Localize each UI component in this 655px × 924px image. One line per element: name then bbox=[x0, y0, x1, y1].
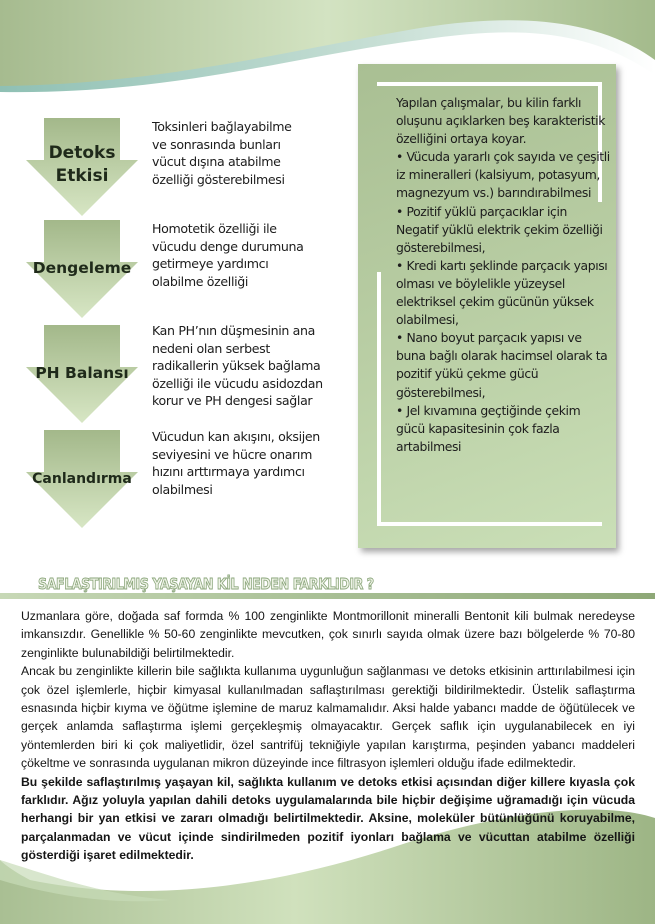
desc-line: nedeni olan serbest bbox=[152, 340, 270, 356]
body-paragraph: Ancak bu zenginlikte killerin bile sağlıkta kullanıma uygunluğun sağlanması ve detoks etkisinin arttırılabilmesi için çok özel işlemlerle, hiçbir kimyasal kullanılmadan saflaştırılması gerektiği bildirilmektedir. Üstelik saflaştırma esnasında hiçbir kıyma ve öğütme işlemine de maruz kalmamalıdır. Aksi halde yabancı madde de öğütülecek ve gerçek anlamda saflaştırma işlemi gerçekleşmiş olmayacaktır. Gerçek saflık için uygulanabilecek en iyi yöntemlerden biri ki çok maliyetlidir, özel santrifüj tekniğiyle yapılan karıştırma, peşinden yabancı maddeleri çökeltme ve sonrasında uygulanan mikron düzeyinde ince filtrasyon işlemleri olduğu ifade edilmektedir. bbox=[21, 664, 635, 771]
panel-text bbox=[396, 94, 611, 456]
desc-line: vücudu denge durumuna bbox=[152, 238, 304, 254]
desc-line: Toksinleri bağlayabilme bbox=[152, 119, 292, 134]
benefit-description bbox=[152, 118, 352, 188]
benefit-label-line: Etkisi bbox=[55, 166, 109, 186]
desc-line: Vücudun kan akışını, oksijen bbox=[152, 429, 320, 444]
benefit-label bbox=[26, 142, 138, 188]
panel-bullet: • Vücuda yararlı çok sayıda ve çeşitli iz mineralleri (kalsiyum, potasyum, magnezyum vs.) barındırabilmesi bbox=[396, 149, 610, 201]
panel-intro: Yapılan çalışmalar, bu kilin farklı oluşunu açıklarken beş karakteristik özelliğini ortaya koyar. bbox=[396, 95, 605, 147]
desc-line: seviyesini ve hücre onarım bbox=[152, 446, 312, 462]
benefit-arrow-canlandirma bbox=[26, 430, 138, 528]
benefit-description bbox=[152, 428, 352, 498]
panel-bullet: • Pozitif yüklü parçacıklar için Negatif yüklü elektrik çekim özelliği gösterebilmesi, bbox=[396, 203, 603, 255]
section-body bbox=[21, 607, 635, 865]
frame-line bbox=[377, 82, 602, 86]
benefit-label: Canlandırma bbox=[32, 471, 132, 487]
section-title: SAFLAŞTIRILMIŞ YAŞAYAN KİL NEDEN FARKLIDIR ? bbox=[38, 575, 374, 593]
benefit-label: Dengeleme bbox=[32, 259, 132, 277]
desc-line: hızını arttırmaya yardımcı bbox=[152, 464, 305, 479]
panel-bullet: • Nano boyut parçacık yapısı ve buna bağlı olarak hacimsel olarak ta pozitif yükü çekme gücü gösterebilmesi, bbox=[396, 330, 608, 400]
frame-line bbox=[377, 272, 381, 526]
desc-line: olabilme özelliği bbox=[152, 273, 249, 289]
desc-line: korur ve PH dengesi sağlar bbox=[152, 393, 313, 408]
section-title-rule bbox=[0, 593, 655, 599]
benefit-description bbox=[152, 220, 352, 290]
panel-bullet: • Kredi kartı şeklinde parçacık yapısı olması ve böylelikle yüzeysel elektriksel çekim gücünün yüksek olabilmesi, bbox=[396, 257, 608, 328]
benefit-description bbox=[152, 322, 352, 410]
desc-line: Kan PH’nın düşmesinin ana bbox=[152, 323, 316, 338]
benefit-label-line: Detoks bbox=[48, 143, 116, 163]
body-paragraph: Uzmanlara göre, doğada saf formda % 100 zenginlikte Montmorillonit mineralli Bentonit kili bulmak neredeyse imkansızdır. Genellikle % 50-60 zenginlikte mevcutken, çok sınırlı sayıda olmak üzere bazı bölgelerde % 70-80 zenginlikte bulunabildiği belirtilmektedir. bbox=[21, 609, 635, 660]
panel-bullet: • Jel kıvamına geçtiğinde çekim gücü kapasitesinin çok fazla artabilmesi bbox=[396, 402, 581, 454]
desc-line: radikallerin yüksek bağlama bbox=[152, 358, 321, 373]
body-paragraph-bold: Bu şekilde saflaştırılmış yaşayan kil, sağlıkta kullanım ve detoks etkisi açısından diğer killere kıyasla çok farklıdır. Ağız yoluyla yapılan dahili detoks uygulamalarında bile hiçbir değişime uğramadığı için vücuda herhangi bir yan etkisi ve zararı olmadığı belirtilmektedir. Aksine, moleküler bütünlüğünü koruyabilme, parçalanmadan ve vücut içinde sindirilmeden pozitif iyonları bağlama ve vücuttan atabilme özelliği gösterdiği işaret edilmektedir. bbox=[21, 774, 635, 863]
frame-line bbox=[377, 522, 602, 526]
desc-line: vücut dışına atabilme bbox=[152, 154, 281, 169]
desc-line: ve sonrasında bunları bbox=[152, 136, 281, 152]
benefit-arrow-ph bbox=[26, 325, 138, 423]
desc-line: Homotetik özelliği ile bbox=[152, 221, 277, 236]
desc-line: özelliği gösterebilmesi bbox=[152, 171, 285, 187]
characteristics-panel bbox=[358, 64, 616, 548]
benefit-arrow-dengeleme bbox=[26, 220, 138, 318]
desc-line: olabilmesi bbox=[152, 481, 213, 497]
desc-line: getirmeye yardımcı bbox=[152, 256, 269, 271]
benefit-label: PH Balansı bbox=[35, 364, 129, 382]
desc-line: özelliği ile vücudu asidozdan bbox=[152, 375, 323, 391]
benefit-arrow-detoks bbox=[26, 118, 138, 216]
